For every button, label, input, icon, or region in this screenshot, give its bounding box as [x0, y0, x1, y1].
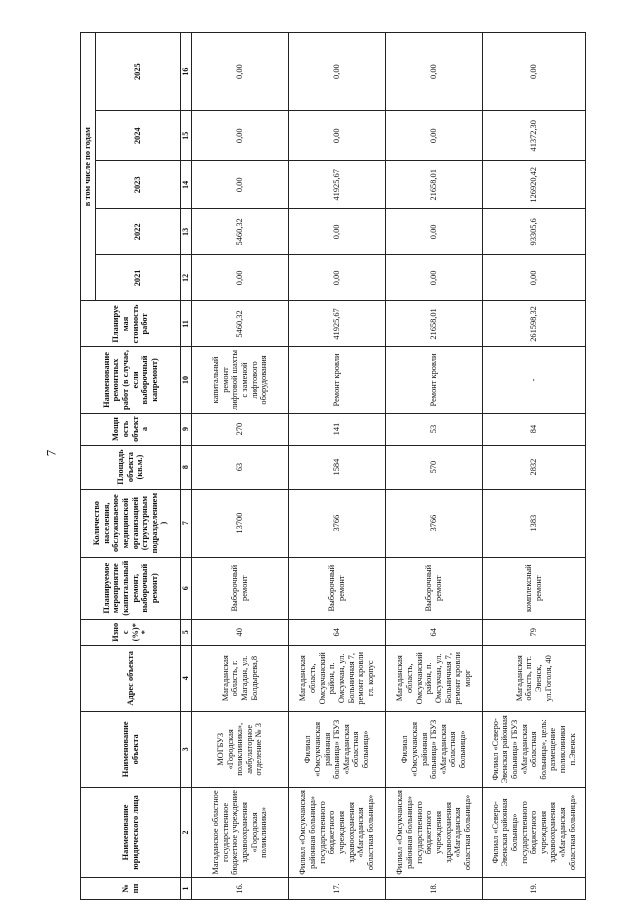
table-row: [289, 33, 386, 900]
column-number: 5: [181, 619, 192, 645]
column-number: 12: [181, 255, 192, 301]
header-year-2025: 2025: [96, 33, 181, 111]
object-area: 1584: [289, 445, 386, 489]
column-number: 11: [181, 301, 192, 347]
object-address: Магаданская область, Омсукчанский район, п. Омсукчан, ул. Больничная 7, ремонт кровли гл. корпус: [289, 645, 386, 711]
row-number: 19.: [483, 877, 586, 899]
row-number: 17.: [289, 877, 386, 899]
cost-2025: 0,00: [483, 33, 586, 111]
wear-percent: 64: [289, 619, 386, 645]
header-entity: Наименование юридического лица: [81, 787, 181, 877]
planned-measure: Выборочный ремонт: [386, 557, 483, 619]
repair-works: капитальный ремонт лифтовой шахты с заменой лифтового оборудования: [192, 347, 289, 413]
object-capacity: 53: [386, 413, 483, 445]
header-area: Площадь объекта (кв.м.): [81, 445, 181, 489]
wear-percent: 64: [386, 619, 483, 645]
population-served: 3766: [289, 489, 386, 557]
header-wear: Износ (%)**: [81, 619, 181, 645]
cost-2024: 41372,30: [483, 111, 586, 161]
cost-2025: 0,00: [289, 33, 386, 111]
rotated-table-canvas: [80, 30, 640, 900]
cost-2021: 0,00: [192, 255, 289, 301]
table-row: [483, 33, 586, 900]
column-number: 13: [181, 209, 192, 255]
object-address: Магаданская область, г. Магадан, ул. Болдырева,8: [192, 645, 289, 711]
table-row: [192, 33, 289, 900]
wear-percent: 79: [483, 619, 586, 645]
column-number: 3: [181, 711, 192, 787]
column-number: 9: [181, 413, 192, 445]
cost-2024: 0,00: [386, 111, 483, 161]
cost-2022: 5460,32: [192, 209, 289, 255]
column-number: 7: [181, 489, 192, 557]
cost-2024: 0,00: [192, 111, 289, 161]
header-year-2022: 2022: [96, 209, 181, 255]
legal-entity-name: Магаданское областное государственное бюджетное учреждение здравоохранения «Городская поликлиника»: [192, 787, 289, 877]
legal-entity-name: Филиал «Северо-Эвенская районная больница» государственного бюджетного учреждения здравоохранения «Магаданская областная больница»: [483, 787, 586, 877]
cost-2024: 0,00: [289, 111, 386, 161]
header-measure: Планируемое мероприятие (капитальный ремонт, выборочный ремонт): [81, 557, 181, 619]
cost-2023: 0,00: [192, 161, 289, 209]
header-works: Наименование ремонтных работ (в случае, если выборочный капремонт): [81, 347, 181, 413]
object-address: Магаданская область, Омсукчанский район, п. Омсукчан, ул. Больничная 7, ремонт кровли морг: [386, 645, 483, 711]
header-num: № пп: [81, 877, 181, 899]
cost-2021: 0,00: [289, 255, 386, 301]
cost-2023: 126920,42: [483, 161, 586, 209]
repair-plan-table: [80, 32, 586, 900]
column-number: 15: [181, 111, 192, 161]
object-capacity: 84: [483, 413, 586, 445]
rotated-table-wrapper: [80, 30, 640, 900]
object-address: Магаданская область, пгт. Эвенск, ул.Гоголя, 40: [483, 645, 586, 711]
object-name: Филиал «Северо-Эвенская районная больница» ГБУЗ «Магаданская областная больница», цель: размещение поликлиники п.Эвенск: [483, 711, 586, 787]
object-name: Филиал «Омсукчанская районная больница» ГБУЗ «Магаданская областная больница»: [289, 711, 386, 787]
page-number: 7: [43, 449, 59, 457]
planned-cost: 261598,32: [483, 301, 586, 347]
planned-cost: 5460,32: [192, 301, 289, 347]
object-area: 63: [192, 445, 289, 489]
header-row-1: [81, 33, 96, 900]
object-name: Филиал «Омсукчанская районная больница» ГБУЗ «Магаданская областная больница»: [386, 711, 483, 787]
header-year-2023: 2023: [96, 161, 181, 209]
cost-2022: 93305,6: [483, 209, 586, 255]
column-number: 14: [181, 161, 192, 209]
planned-cost: 41925,67: [289, 301, 386, 347]
header-capacity: Мощность объекта: [81, 413, 181, 445]
column-number: 10: [181, 347, 192, 413]
header-population: Количество населения, обслуживаемое медицинской организацией (структурным подразделением): [81, 489, 181, 557]
planned-measure: комплексный ремонт: [483, 557, 586, 619]
cost-2021: 0,00: [483, 255, 586, 301]
column-number: 6: [181, 557, 192, 619]
header-object: Наименование объекта: [81, 711, 181, 787]
wear-percent: 40: [192, 619, 289, 645]
column-number-row: [181, 33, 192, 900]
cost-2023: 21658,01: [386, 161, 483, 209]
header-address: Адрес объекта: [81, 645, 181, 711]
object-capacity: 141: [289, 413, 386, 445]
repair-works: Ремонт кровли: [289, 347, 386, 413]
column-number: 1: [181, 877, 192, 899]
column-number: 2: [181, 787, 192, 877]
cost-2022: 0,00: [386, 209, 483, 255]
object-capacity: 270: [192, 413, 289, 445]
cost-2023: 41925,67: [289, 161, 386, 209]
header-year-2024: 2024: [96, 111, 181, 161]
planned-measure: Выборочный ремонт: [192, 557, 289, 619]
column-number: 16: [181, 33, 192, 111]
legal-entity-name: Филиал «Омсукчанская районная больница» государственного бюджетного учреждения здравоохранения «Магаданская областная больница»: [289, 787, 386, 877]
planned-cost: 21658,01: [386, 301, 483, 347]
cost-2021: 0,00: [386, 255, 483, 301]
object-name: МОГБУЗ «Городская поликлиника», амбулаторное отделение № 3: [192, 711, 289, 787]
planned-measure: Выборочный ремонт: [289, 557, 386, 619]
object-area: 570: [386, 445, 483, 489]
population-served: 3766: [386, 489, 483, 557]
header-years-group: в том числе по годам: [81, 33, 96, 301]
cost-2022: 0,00: [289, 209, 386, 255]
population-served: 1383: [483, 489, 586, 557]
object-area: 2832: [483, 445, 586, 489]
column-number: 8: [181, 445, 192, 489]
header-year-2021: 2021: [96, 255, 181, 301]
cost-2025: 0,00: [386, 33, 483, 111]
table-row: [386, 33, 483, 900]
cost-2025: 0,00: [192, 33, 289, 111]
repair-works: -: [483, 347, 586, 413]
repair-works: Ремонт кровли: [386, 347, 483, 413]
header-cost: Планируемая стоимость работ: [81, 301, 181, 347]
row-number: 18.: [386, 877, 483, 899]
legal-entity-name: Филиал «Омсукчанская районная больница» государственного бюджетного учреждения здравоохранения «Магаданская областная больница»: [386, 787, 483, 877]
column-number: 4: [181, 645, 192, 711]
population-served: 13700: [192, 489, 289, 557]
row-number: 16.: [192, 877, 289, 899]
